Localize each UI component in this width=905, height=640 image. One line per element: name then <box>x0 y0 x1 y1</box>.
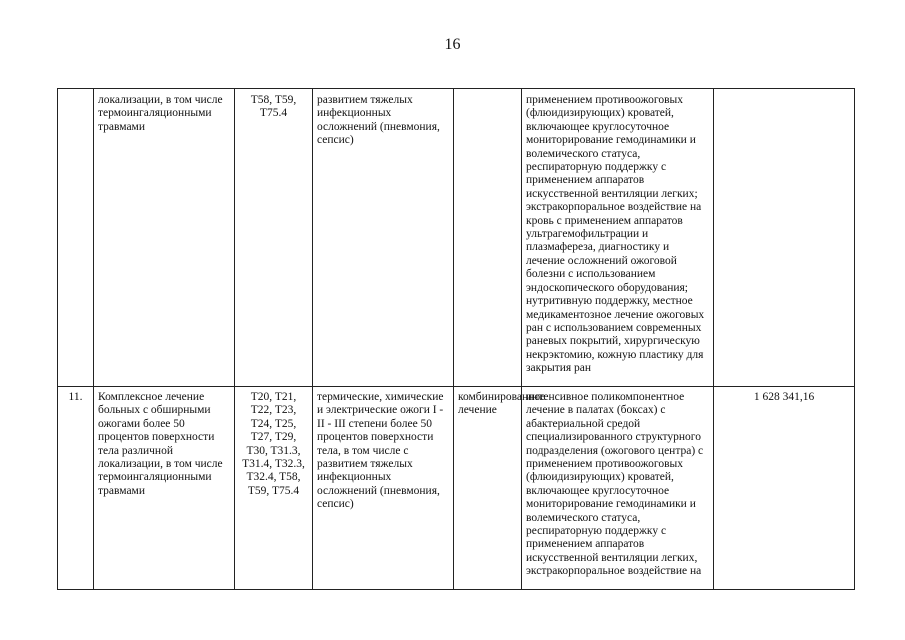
treatment-method-cell: применением противоожоговых (флюидизирующих) кроватей, включающее круглосуточное мониторирование гемодинамики и волемического статуса, респираторную поддержку с применением аппаратов искусственной вентиляции легких; экстракорпоральное воздействие на кровь с применением аппаратов ультрагемофильтрации и плазмафереза, диагностику и лечение осложнений ожоговой болезни с использованием эндоскопического оборудования; нутритивную поддержку, местное медикаментозное лечение ожоговых ран с использованием современных раневых покрытий, хирургическую некрэктомию, кожную пластику для закрытия ран <box>522 89 714 387</box>
treatment-type-cell: комбинированное лечение <box>454 387 522 590</box>
diagnosis-cell: термические, химические и электрические ожоги I - II - III степени более 50 процентов поверхности тела, в том числе с развитием тяжелых инфекционных осложнений (пневмония, сепсис) <box>313 387 454 590</box>
name-cell: локализации, в том числе термоингаляционными травмами <box>94 89 235 387</box>
cost-cell <box>714 89 855 387</box>
table-row <box>58 387 855 590</box>
page-number: 16 <box>444 36 461 53</box>
treatment-type-cell <box>454 89 522 387</box>
medical-care-table <box>57 88 855 590</box>
row-number-cell: 11. <box>58 387 94 590</box>
name-cell: Комплексное лечение больных с обширными ожогами более 50 процентов поверхности тела различной локализации, в том числе термоингаляционными травмами <box>94 387 235 590</box>
icd-codes-cell: T20, T21, T22, T23, T24, T25, T27, T29, T30, T31.3, T31.4, T32.3, T32.4, T58, T59, T75.4 <box>235 387 313 590</box>
treatment-method-cell: интенсивное поликомпонентное лечение в палатах (боксах) с абактериальной средой специализированного структурного подразделения (ожогового центра) с применением противоожоговых (флюидизирующих) кроватей, включающее круглосуточное мониторирование гемодинамики и волемического статуса, респираторную поддержку с применением аппаратов искусственной вентиляции легких, экстракорпоральное воздействие на <box>522 387 714 590</box>
icd-codes-cell: T58, T59, T75.4 <box>235 89 313 387</box>
cost-cell: 1 628 341,16 <box>714 387 855 590</box>
diagnosis-cell: развитием тяжелых инфекционных осложнений (пневмония, сепсис) <box>313 89 454 387</box>
table-row <box>58 89 855 387</box>
row-number-cell <box>58 89 94 387</box>
